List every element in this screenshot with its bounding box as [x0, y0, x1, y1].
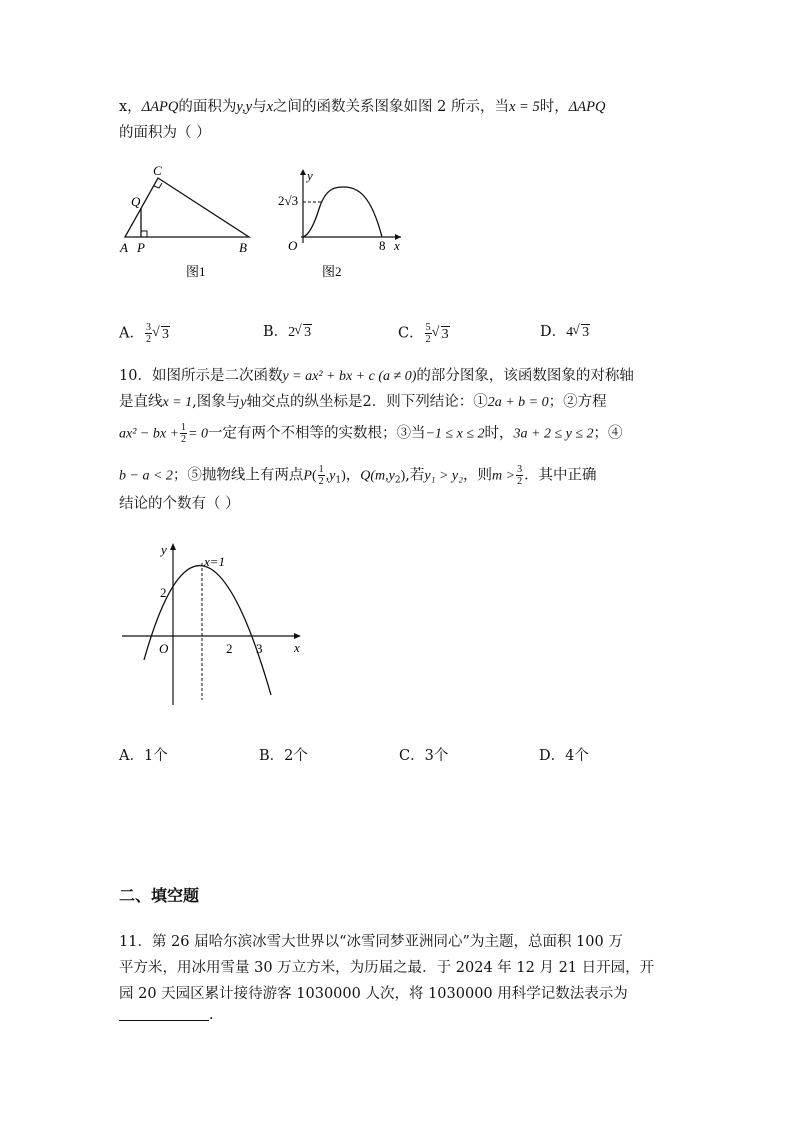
figure-1-caption: 图1 — [186, 264, 206, 279]
q10-option-d[interactable]: D．4个 — [539, 748, 589, 764]
x-axis-arrow — [294, 633, 301, 639]
triangle-abc — [125, 178, 249, 237]
figure-2-graph — [276, 165, 411, 280]
origin-label: O — [288, 238, 298, 253]
y-tick-2: 2 — [160, 585, 167, 600]
y-axis-arrow — [300, 169, 306, 175]
y-tick: 2√3 — [278, 193, 299, 208]
q9-option-b[interactable]: B．2√ 3 — [263, 322, 312, 343]
triangle-apq: ΔAPQ — [141, 99, 179, 115]
q11-line1: 11．第 26 届哈尔滨冰雪大世界以“冰雪同梦亚洲同心”为主题，总面积 100 万 — [119, 934, 623, 950]
q9-option-c[interactable]: C． $\frac{5}{2}$ √ 3 — [398, 322, 450, 345]
curve — [303, 187, 382, 237]
x-tick-3: 3 — [256, 641, 263, 656]
label-c: C — [153, 165, 162, 178]
label-p: P — [137, 240, 145, 255]
answer-blank[interactable] — [119, 1006, 209, 1021]
q10-parabola-graph — [114, 535, 314, 715]
q9-option-d[interactable]: D．4√ 3 — [540, 322, 590, 343]
label-b: B — [239, 240, 247, 255]
q10-line3: ax² − bx + $\frac{1}{2}$ = 0一定有两个不相等的实数根；③当−1 ≤ x ≤ 2时，3a + 2 ≤ y ≤ 2；④ — [119, 422, 623, 445]
q11-answer-line: . — [119, 1005, 214, 1025]
figure-2-caption: 图2 — [322, 264, 342, 279]
q9-option-a[interactable]: A． $\frac{3}{2}$ √ 3 — [119, 322, 170, 345]
right-angle-p — [141, 231, 147, 237]
q10-line4: b − a < 2；⑤抛物线上有两点P( $\frac{1}{2}$ $,y_1$)，$Q(m,y_2)$,若y₁ > y₂，则m > $\frac{3}{2}$ ．其中正确 — [119, 464, 597, 487]
q10-option-b[interactable]: B．2个 — [259, 748, 308, 764]
label-a: A — [120, 240, 128, 255]
symmetry-label: x=1 — [204, 554, 226, 569]
q9-line1: x，ΔAPQ的面积为y,y与x之间的函数关系图象如图 2 所示，当x = 5时，ΔAPQ — [119, 99, 606, 115]
x-label: x — [394, 238, 400, 253]
section-title: 二、填空题 — [119, 886, 200, 905]
q10-line5: 结论的个数有（ ） — [119, 496, 240, 512]
q10-option-c[interactable]: C．3个 — [399, 748, 449, 764]
y-axis-arrow — [170, 543, 176, 550]
origin-label: O — [159, 641, 169, 656]
label-q: Q — [131, 194, 141, 209]
q11-line2: 平方米，用冰用雪量 30 万立方米，为历届之最．于 2024 年 12 月 21 日开园，开 — [119, 960, 655, 976]
figure-1-triangle — [114, 165, 264, 280]
x-tick-2: 2 — [226, 641, 233, 656]
q11-line3: 园 20 天园区累计接待游客 1030000 人次，将 1030000 用科学记数法表示为 — [119, 986, 628, 1002]
y-label: y — [307, 168, 313, 183]
q10-line1: 10．如图所示是二次函数y = ax² + bx + c (a ≠ 0)的部分图象，该函数图象的对称轴 — [119, 368, 634, 384]
x-tick-8: 8 — [379, 238, 386, 253]
q9-line2: 的面积为（ ） — [119, 125, 211, 141]
x-label: x — [294, 640, 300, 655]
q10-option-a[interactable]: A．1个 — [119, 748, 168, 764]
q10-function: y = ax² + bx + c (a ≠ 0) — [282, 369, 417, 384]
q10-line2: 是直线x = 1,图象与y轴交点的纵坐标是2．则下列结论：①2a + b = 0；②方程 — [119, 394, 607, 410]
y-label: y — [161, 542, 167, 557]
